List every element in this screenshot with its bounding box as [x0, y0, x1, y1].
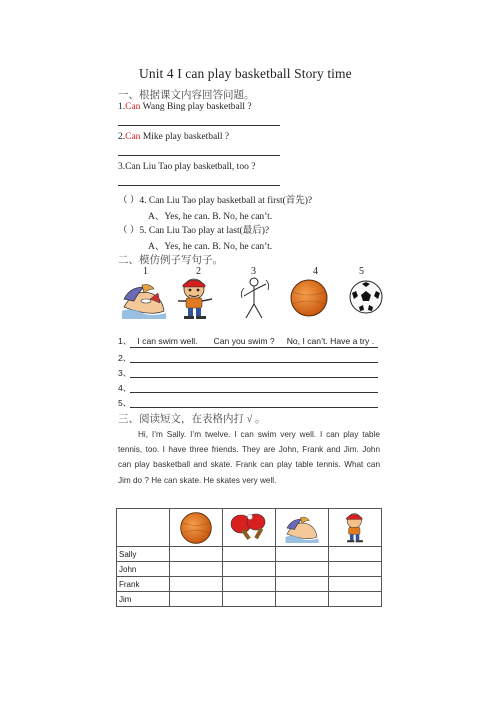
example-part-1: I can swim well.	[137, 336, 198, 346]
blank-line-2[interactable]	[130, 362, 378, 363]
table-header-row	[117, 509, 382, 547]
answer-table	[116, 508, 382, 607]
question-4: （ ）4. Can Liu Tao play basketball at first(首先)?	[118, 196, 313, 206]
row-label-sally: Sally	[117, 547, 170, 562]
table-header-basketball	[170, 509, 223, 547]
picture-number-4: 4	[313, 266, 318, 277]
question-5: （ ）5. Can Liu Tao play at last(最后)?	[118, 226, 270, 236]
answer-line-1[interactable]	[118, 125, 280, 126]
question-2	[118, 132, 229, 142]
question-1-text: Wang Bing play basketball ?	[140, 102, 252, 112]
answer-line-2[interactable]	[118, 155, 280, 156]
football-icon	[348, 279, 384, 315]
answer-line-3[interactable]	[118, 185, 280, 186]
table-tennis-icon	[229, 513, 269, 543]
question-1	[118, 102, 252, 112]
table-cell[interactable]	[276, 592, 329, 607]
picture-number-1: 1	[143, 266, 148, 277]
table-corner-cell	[117, 509, 170, 547]
table-cell[interactable]	[329, 592, 382, 607]
row-label-john: John	[117, 562, 170, 577]
table-cell[interactable]	[223, 562, 276, 577]
blank-line-3[interactable]	[130, 377, 378, 378]
page-title: Unit 4 I can play basketball Story time	[139, 66, 352, 81]
blank-number-3: 3、	[118, 368, 132, 378]
example-sentence	[118, 335, 374, 347]
blank-number-2: 2、	[118, 353, 132, 363]
table-row	[117, 577, 382, 592]
picture-number-2: 2	[196, 266, 201, 277]
table-cell[interactable]	[223, 547, 276, 562]
table-header-swim	[276, 509, 329, 547]
question-2-number: 2.	[118, 132, 126, 142]
table-header-skate	[329, 509, 382, 547]
table-row	[117, 547, 382, 562]
table-row	[117, 592, 382, 607]
swimmer-icon	[120, 277, 168, 321]
skater-icon	[340, 512, 370, 544]
blank-line-4[interactable]	[130, 392, 378, 393]
skater-icon	[174, 277, 216, 321]
table-cell[interactable]	[329, 577, 382, 592]
example-underline	[130, 347, 378, 348]
basketball-icon	[289, 278, 329, 318]
blank-number-5: 5、	[118, 398, 132, 408]
table-cell[interactable]	[276, 577, 329, 592]
section1-heading: 一、根据课文内容回答问题。	[118, 90, 255, 101]
question-2-can: Can	[125, 132, 141, 142]
row-label-jim: Jim	[117, 592, 170, 607]
blank-line-5[interactable]	[130, 407, 378, 408]
blank-number-4: 4、	[118, 383, 132, 393]
question-1-can: Can	[125, 102, 141, 112]
basketball-icon	[179, 511, 213, 545]
picture-number-5: 5	[359, 266, 364, 277]
question-5-options: A、Yes, he can. B. No, he can’t.	[148, 242, 273, 252]
table-cell[interactable]	[170, 547, 223, 562]
table-cell[interactable]	[170, 592, 223, 607]
example-part-3: No, I can’t. Have a try .	[286, 336, 375, 346]
row-label-frank: Frank	[117, 577, 170, 592]
question-4-options: A、Yes, he can. B. No, he can’t.	[148, 212, 273, 222]
question-1-number: 1.	[118, 102, 126, 112]
table-header-table-tennis	[223, 509, 276, 547]
picture-number-3: 3	[251, 266, 256, 277]
section3-heading: 三、阅读短文，在表格内打 √ 。	[118, 414, 266, 425]
table-row	[117, 562, 382, 577]
table-cell[interactable]	[170, 562, 223, 577]
question-3: 3.Can Liu Tao play basketball, too ?	[118, 162, 256, 172]
table-cell[interactable]	[276, 547, 329, 562]
example-number: 1、	[118, 336, 132, 346]
section2-heading: 二、模仿例子写句子。	[118, 255, 223, 266]
table-cell[interactable]	[223, 592, 276, 607]
question-2-text: Mike play basketball ?	[140, 132, 230, 142]
table-cell[interactable]	[223, 577, 276, 592]
example-part-2: Can you swim ?	[213, 336, 275, 346]
table-cell[interactable]	[276, 562, 329, 577]
table-cell[interactable]	[329, 562, 382, 577]
table-cell[interactable]	[170, 577, 223, 592]
table-cell[interactable]	[329, 547, 382, 562]
stick-figure-icon	[236, 276, 272, 322]
swimmer-icon	[284, 511, 320, 545]
reading-passage: Hi, I’m Sally. I’m twelve. I can swim very well. I can play table tennis, too. I have three friends. They are John, Frank and Jim. John can play basketball and skate. Frank can play table tennis. What can Jim do ? He can skate. He skates very well.	[118, 430, 380, 485]
